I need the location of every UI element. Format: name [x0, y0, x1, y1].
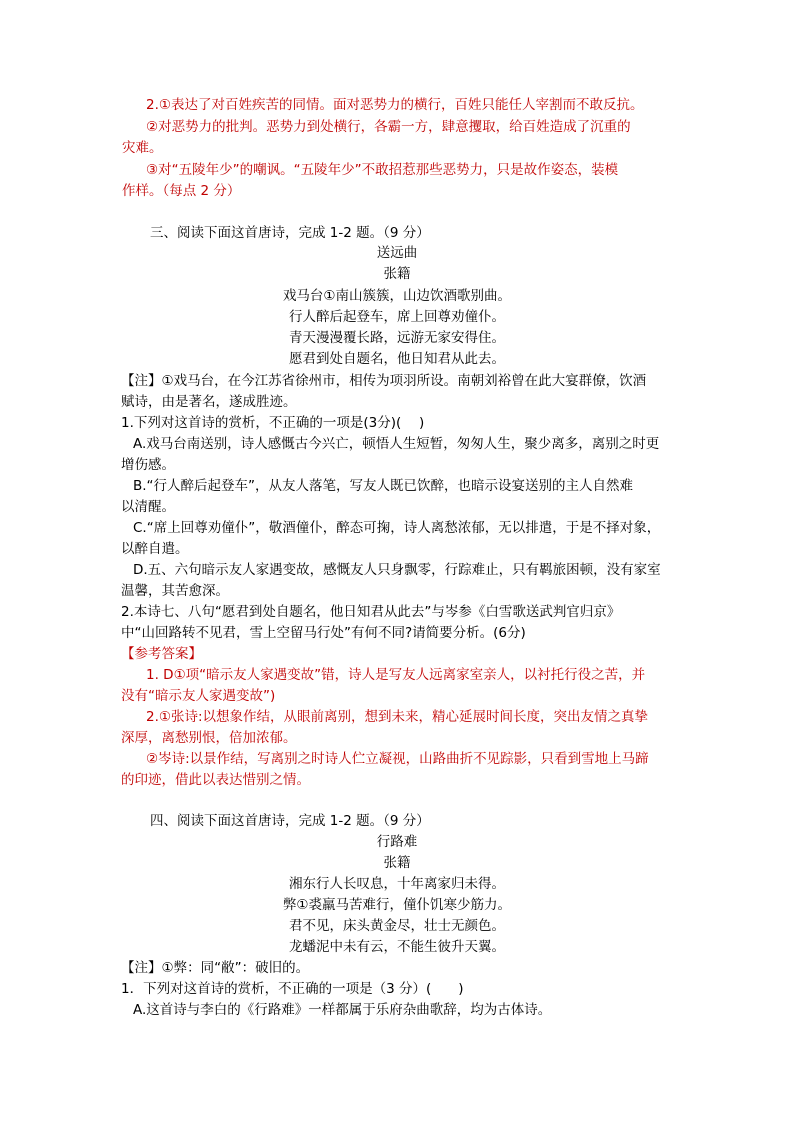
poem-1-line: 行人醉后起登车，席上回尊劝僮仆。 [289, 309, 505, 325]
answer-2-line-3: 灾难。 [122, 140, 163, 156]
poem-2-line: 湘东行人长叹息，十年离家归未得。 [289, 876, 505, 892]
option-a-line-2: 增伤感。 [121, 457, 175, 473]
poem-2-author: 张籍 [383, 855, 411, 871]
ref-answer-2-line-4: 的印迹，借此以表达惜别之情。 [121, 772, 310, 788]
option-b-line-2: 以清醒。 [121, 499, 175, 515]
question-1: 1.下列对这首诗的赏析，不正确的一项是(3分)( ) [121, 415, 425, 431]
option-c-line-2: 以醉自遣。 [121, 541, 189, 557]
poem-2-note: 【注】①弊：同“敝”：破旧的。 [121, 960, 310, 976]
poem-2-line: 龙蟠泥中未有云，不能生彼升天翼。 [289, 939, 505, 955]
question-2-line-1: 2.本诗七、八句“愿君到处自题名，他日知君从此去”与岑参《白雪歌送武判官归京》 [121, 604, 621, 620]
poem-2-line: 君不见，床头黄金尽，壮士无颜色。 [289, 918, 505, 934]
section-4-heading: 四、阅读下面这首唐诗，完成 1-2 题。（9 分） [150, 813, 430, 829]
poem-1-title: 送远曲 [376, 245, 418, 261]
poem-1-note-line-2: 赋诗，由是著名，遂成胜迹。 [121, 394, 297, 410]
answer-2-line-4: ③对“五陵年少”的嘲讽。“五陵年少”不敢招惹那些恶势力，只是故作姿态，装模 [146, 162, 619, 178]
section-4-option-a: A.这首诗与李白的《行路难》一样都属于乐府杂曲歌辞，均为古体诗。 [133, 1002, 552, 1018]
poem-2-line: 弊①裘羸马苦难行，僮仆饥寒少筋力。 [282, 897, 512, 913]
ref-answer-2-line-3: ②岑诗:以景作结，写离别之时诗人伫立凝视，山路曲折不见踪影，只看到雪地上马蹄 [146, 751, 649, 767]
poem-1-line: 青天漫漫覆长路，远游无家安得住。 [289, 330, 505, 346]
option-d-line-2: 温馨，其苦愈深。 [121, 583, 229, 599]
ref-answer-2-line-2: 深厚，离愁别恨，倍加浓郁。 [121, 730, 297, 746]
option-b-line-1: B.“行人醉后起登车”，从友人落笔，写友人既已饮醉，也暗示设宴送别的主人自然难 [133, 478, 634, 494]
answer-2-line-5: 作样。（每点 2 分） [122, 183, 241, 199]
reference-answer-label: 【参考答案】 [121, 646, 202, 662]
poem-2-title: 行路难 [376, 834, 418, 850]
ref-answer-2-line-1: 2.①张诗:以想象作结，从眼前离别，想到未来，精心延展时间长度，突出友情之真挚 [146, 709, 649, 725]
poem-1-line: 愿君到处自题名，他日知君从此去。 [289, 351, 505, 367]
ref-answer-1-line-2: 没有“暗示友人家遇变故”) [121, 688, 276, 704]
section-4-question-1: 1．下列对这首诗的赏析，不正确的一项是（3 分）( ) [121, 981, 464, 997]
ref-answer-1-line-1: 1. D①项“暗示友人家遇变故”错，诗人是写友人远离家室亲人，以衬托行役之苦，并 [146, 667, 646, 683]
answer-2-line-1: 2.①表达了对百姓疾苦的同情。面对恶势力的横行，百姓只能任人宰割而不敢反抗。 [146, 97, 644, 113]
poem-1-author: 张籍 [383, 266, 411, 282]
question-2-line-2: 中“山回路转不见君，雪上空留马行处”有何不同?请简要分析。(6分) [121, 625, 526, 641]
answer-2-line-2: ②对恶势力的批判。恶势力到处横行，各霸一方，肆意攫取，给百姓造成了沉重的 [146, 119, 631, 135]
poem-1-line: 戏马台①南山簇簇，山边饮酒歌别曲。 [282, 288, 512, 304]
option-c-line-1: C.“席上回尊劝僮仆”，敬酒僮仆，醉态可掬，诗人离愁浓郁，无以排遣，于是不择对象， [133, 520, 661, 536]
poem-1-note-line-1: 【注】①戏马台，在今江苏省徐州市，相传为项羽所设。南朝刘裕曾在此大宴群僚，饮酒 [121, 373, 647, 389]
option-d-line-1: D.五、六句暗示友人家遇变故，感慨友人只身飘零，行踪难止，只有羁旅困顿，没有家室 [133, 562, 661, 578]
section-3-heading: 三、阅读下面这首唐诗，完成 1-2 题。（9 分） [150, 225, 430, 241]
option-a-line-1: A.戏马台南送别，诗人感慨古今兴亡，顿悟人生短暂，匆匆人生，聚少离多，离别之时更 [133, 436, 660, 452]
